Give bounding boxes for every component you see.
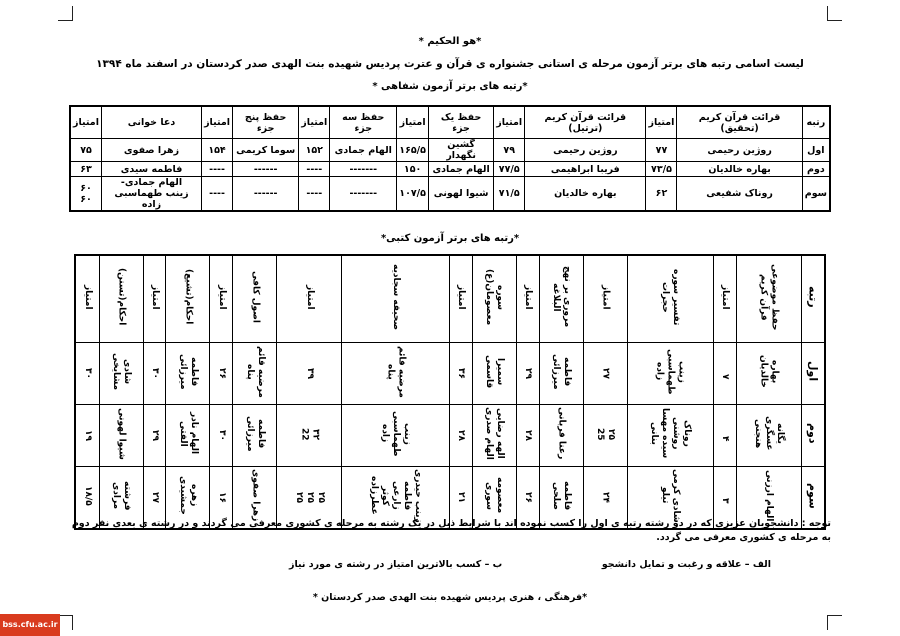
written-cell-text: فاطمه میرزائی xyxy=(244,415,266,452)
oral-results-table xyxy=(69,105,831,212)
oral-cell: زهرا صفوی xyxy=(101,139,201,162)
footer-signature: *فرهنگی ، هنری پردیس شهیده بنت الهدی صدر کردستان * xyxy=(312,592,588,603)
written-cell-text: ۲۴ xyxy=(600,492,611,503)
written-cell xyxy=(627,405,713,467)
oral-cell: ۱۵۴ xyxy=(202,139,233,162)
written-cell-text: سمیرا قاسمی xyxy=(484,354,506,389)
oral-cell: ۷۳/۵ xyxy=(646,162,677,177)
oral-header-cell: قرائت قرآن کریم (ترتیل) xyxy=(525,106,646,139)
oral-header-cell: حفظ سه جزء xyxy=(330,106,397,139)
written-header-label: امتیاز xyxy=(82,284,93,310)
written-cell-text: ۱۹ xyxy=(82,430,93,441)
oral-cell: شیوا لهونی xyxy=(428,177,493,212)
written-header-label: سوره معصومان(ع) xyxy=(484,268,506,326)
written-cell-text: ۲۸ xyxy=(523,430,534,441)
written-header-cell xyxy=(583,255,627,343)
written-header-label: صحیفه سجادیه xyxy=(391,263,402,331)
oral-cell: ---- xyxy=(202,177,233,212)
written-cell xyxy=(801,343,825,405)
written-cell-text: الهام نادر الفتی xyxy=(177,412,199,455)
written-cell-text: فرشته مرادی xyxy=(111,480,132,511)
oral-section-title: *رتبه های برتر آزمون شفاهی * xyxy=(372,81,528,92)
written-cell-text: ۲۶ xyxy=(523,492,534,503)
written-cell xyxy=(472,343,516,405)
condition-a: الف – علاقه و رغبت و تمایل دانشجو xyxy=(601,559,771,570)
written-cell-text: الهام ارزنی xyxy=(764,469,775,522)
written-cell xyxy=(472,405,516,467)
written-cell xyxy=(736,405,801,467)
oral-cell: فریبا ابراهیمی xyxy=(525,162,646,177)
written-cell xyxy=(342,405,449,467)
written-cell-text: دوم xyxy=(806,423,820,444)
written-header-cell xyxy=(143,255,166,343)
oral-header-row xyxy=(70,106,830,139)
written-cell-text: رعنا قربانی xyxy=(556,407,567,460)
oral-cell: گشین نگهدار xyxy=(428,139,493,162)
oral-cell: ۶۰ ۶۰ xyxy=(70,177,101,212)
written-header-label: اصول کافی xyxy=(250,271,261,323)
written-cell xyxy=(99,405,143,467)
written-header-label: احکام(تسنن) xyxy=(116,268,127,326)
oral-header-cell: حفظ یک جزء xyxy=(428,106,493,139)
oral-cell: ---- xyxy=(202,162,233,177)
written-cell xyxy=(449,343,472,405)
condition-b: ب – کسب بالاترین امتیاز در رشته ی مورد نیاز xyxy=(289,559,503,570)
written-cell-text: روناک روشنی سیده مهسا بنانی xyxy=(649,408,693,459)
written-cell-text: ۴ xyxy=(720,435,731,441)
written-section-title: *رتبه های برتر آزمون کتبی* xyxy=(380,233,520,244)
oral-cell: بهاره خالدیان xyxy=(677,162,802,177)
oral-header-cell: قرائت قرآن کریم (تحقیق) xyxy=(677,106,802,139)
oral-cell: سوم xyxy=(802,177,830,212)
written-cell xyxy=(627,343,713,405)
written-header-cell xyxy=(233,255,277,343)
written-header-cell xyxy=(801,255,825,343)
written-cell xyxy=(583,405,627,467)
written-cell-text: ۲۶ xyxy=(216,368,227,379)
oral-cell: دوم xyxy=(802,162,830,177)
written-cell-text: ۳۰ xyxy=(216,430,227,441)
written-cell xyxy=(143,405,166,467)
written-header-cell xyxy=(166,255,210,343)
written-cell-text: معصومه سوری xyxy=(484,477,506,514)
written-cell xyxy=(277,343,342,405)
written-header-cell xyxy=(75,255,99,343)
written-header-cell xyxy=(210,255,233,343)
written-cell xyxy=(210,405,233,467)
written-cell xyxy=(99,343,143,405)
oral-cell: ------- xyxy=(330,162,397,177)
oral-cell: ------ xyxy=(233,162,299,177)
written-header-label: امتیاز xyxy=(523,284,534,310)
written-results-table xyxy=(74,254,826,530)
oral-cell: ---- xyxy=(299,162,330,177)
oral-header-cell: رتبه xyxy=(802,106,830,139)
written-header-cell xyxy=(539,255,583,343)
written-cell-text: زهرا صفوی xyxy=(250,469,261,522)
written-header-cell xyxy=(472,255,516,343)
written-cell xyxy=(342,343,449,405)
oral-cell: روناک شفیعی xyxy=(677,177,802,212)
written-header-label: رتبه xyxy=(806,286,820,308)
written-cell-text: ۱۶ xyxy=(216,492,227,503)
written-header-cell xyxy=(342,255,449,343)
written-cell-text: ۳۰ xyxy=(82,368,93,379)
oral-header-cell: امتیاز xyxy=(397,106,429,139)
oral-cell: ۷۹ xyxy=(494,139,525,162)
oral-cell: روژین رحیمی xyxy=(525,139,646,162)
oral-cell: ۱۶۵/۵ xyxy=(397,139,429,162)
oral-cell: ۱۵۰ xyxy=(397,162,429,177)
written-cell xyxy=(516,405,539,467)
written-cell-text: شادی مشایخی xyxy=(111,352,132,391)
oral-cell: فاطمه سیدی xyxy=(101,162,201,177)
written-cell-text: ۲۱ xyxy=(456,492,467,503)
written-header-label: حفظ موضوعی قرآن کریم xyxy=(758,263,780,331)
oral-cell: ۷۱/۵ xyxy=(494,177,525,212)
oral-header-cell: امتیاز xyxy=(70,106,101,139)
written-cell xyxy=(166,405,210,467)
written-body xyxy=(75,343,825,530)
written-header-label: احکام(تشیع) xyxy=(183,269,194,325)
written-header-label: امتیاز xyxy=(216,284,227,310)
written-cell xyxy=(713,405,736,467)
written-header-cell xyxy=(736,255,801,343)
written-cell-text: یگانه عسگری هنجنی xyxy=(753,416,786,451)
written-header-label: امتیاز xyxy=(456,284,467,310)
written-cell-text: زینب طهماسبی زاده xyxy=(380,410,413,457)
written-cell-text: ۲۷ xyxy=(600,368,611,379)
written-cell-text: زینب طهماسبی زاده xyxy=(654,348,687,395)
written-cell-text: مرضیه قائم پناه xyxy=(385,345,407,398)
written-cell-text: ۲۷ xyxy=(149,492,160,503)
written-cell-text: ۳۶ xyxy=(456,368,467,379)
written-cell xyxy=(233,343,277,405)
written-cell-text: سوم xyxy=(806,482,820,509)
oral-cell: بهاره خالدیان xyxy=(525,177,646,212)
written-header-label: امتیاز xyxy=(720,284,731,310)
written-cell xyxy=(143,343,166,405)
oral-row xyxy=(70,139,830,162)
written-header-cell xyxy=(99,255,143,343)
written-cell xyxy=(516,343,539,405)
written-cell xyxy=(801,405,825,467)
written-cell xyxy=(539,405,583,467)
oral-header-cell: امتیاز xyxy=(299,106,330,139)
written-cell-text: شیوا لهونی xyxy=(116,407,127,460)
site-domain-tag[interactable]: bss.cfu.ac.ir xyxy=(0,614,60,636)
written-cell xyxy=(75,405,99,467)
note-paragraph: توجه : دانشجویان عزیزی که در دو رشته رتبه ی اول را کسب نموده اند با شرایط ذیل در یک رشته به مرحله ی کشوری معرفی می گردند و در رشته ی بعدی نفر دوم به مرحله ی کشوری معرفی می گردد. xyxy=(71,518,831,543)
written-cell xyxy=(539,343,583,405)
written-cell-text: ۳۲ 22 xyxy=(299,428,321,441)
written-row xyxy=(75,405,825,467)
oral-cell: ۷۷ xyxy=(646,139,677,162)
oral-cell: ۷۷/۵ xyxy=(494,162,525,177)
written-cell-text: ۲۹ xyxy=(523,368,534,379)
written-cell xyxy=(736,343,801,405)
written-cell-text: فاطمه میرزائی xyxy=(177,353,199,390)
written-cell-text: ۲۵ 25 xyxy=(595,428,616,441)
oral-cell: ---- xyxy=(299,177,330,212)
written-cell-text: ۷ xyxy=(720,373,731,379)
written-cell-text: ۳۰ xyxy=(149,368,160,379)
oral-cell: الهام جمادی xyxy=(428,162,493,177)
bismillah-heading: *هو الحکیم * xyxy=(418,36,482,47)
written-cell-text: ۳ xyxy=(720,497,731,503)
oral-cell: ۶۳ xyxy=(70,162,101,177)
written-header-cell xyxy=(516,255,539,343)
oral-header-cell: دعا خوانی xyxy=(101,106,201,139)
written-header-cell xyxy=(627,255,713,343)
oral-cell: سوما کریمی xyxy=(233,139,299,162)
written-cell xyxy=(583,343,627,405)
document-page xyxy=(69,18,831,618)
written-cell xyxy=(277,405,342,467)
written-cell-text: زینب حیدری فاطمه زارعی کوثر عطرزاده xyxy=(369,468,424,523)
oral-cell: ۷۵ xyxy=(70,139,101,162)
written-cell-text: فاطمه میرزائی xyxy=(551,353,572,390)
written-header-label: امتیاز xyxy=(149,284,160,310)
written-cell-text: زهره جمشیدی xyxy=(177,476,199,515)
written-cell-text: ۲۸ xyxy=(456,430,467,441)
written-cell-text: ۱۸/۵ xyxy=(82,485,93,506)
written-cell xyxy=(449,405,472,467)
oral-header-cell: امتیاز xyxy=(494,106,525,139)
oral-cell: روژین رحیمی xyxy=(677,139,802,162)
oral-body xyxy=(70,139,830,212)
oral-cell: ------ xyxy=(233,177,299,212)
oral-row xyxy=(70,162,830,177)
page-title: لیست اسامی رتبه های برتر آزمون مرحله ی استانی جشنواره ی قرآن و عترت پردیس شهیده بنت الهدی صدر کردستان در اسفند ماه ۱۳۹۴ xyxy=(96,58,804,70)
written-cell xyxy=(233,405,277,467)
written-cell-text: الهه رضایی الهام صدری xyxy=(484,407,506,460)
written-cell xyxy=(210,343,233,405)
written-header-label: امتیاز xyxy=(600,284,611,310)
oral-cell: اول xyxy=(802,139,830,162)
written-header-row xyxy=(75,255,825,343)
written-cell-text: فاطمه صلحی xyxy=(551,480,572,511)
written-cell-text: شادی کرمی تیلو xyxy=(660,468,682,523)
oral-header-cell: امتیاز xyxy=(646,106,677,139)
written-row xyxy=(75,343,825,405)
oral-cell: ۱۰۷/۵ xyxy=(397,177,429,212)
written-cell-text: مرضیه قائم پناه xyxy=(244,345,266,398)
written-cell xyxy=(75,343,99,405)
written-header-cell xyxy=(277,255,342,343)
written-header-cell xyxy=(713,255,736,343)
oral-header-cell: امتیاز xyxy=(202,106,233,139)
oral-cell: الهام جمادی xyxy=(330,139,397,162)
written-cell-text: ۲۹ xyxy=(149,430,160,441)
oral-header-cell: حفظ پنج جزء xyxy=(233,106,299,139)
written-header-label: مروری بر نهج البلاغه xyxy=(551,266,572,328)
oral-cell: الهام جمادی- زینب طهماسبی زاده xyxy=(101,177,201,212)
oral-cell: ۱۵۲ xyxy=(299,139,330,162)
written-cell-text: بهاره خالدیان xyxy=(758,355,780,388)
written-cell-text: ۳۹ xyxy=(304,368,315,379)
oral-cell: ------- xyxy=(330,177,397,212)
oral-cell: ۶۲ xyxy=(646,177,677,212)
written-header-cell xyxy=(449,255,472,343)
written-header-label: تفسیر سوره حجرات xyxy=(660,268,682,326)
written-cell-text: اول xyxy=(806,361,820,382)
written-cell xyxy=(166,343,210,405)
written-header-label: امتیاز xyxy=(304,284,315,310)
written-cell-text: ۲۵ ۲۵ ۲۵ xyxy=(293,492,326,503)
oral-row xyxy=(70,177,830,212)
written-cell xyxy=(713,343,736,405)
